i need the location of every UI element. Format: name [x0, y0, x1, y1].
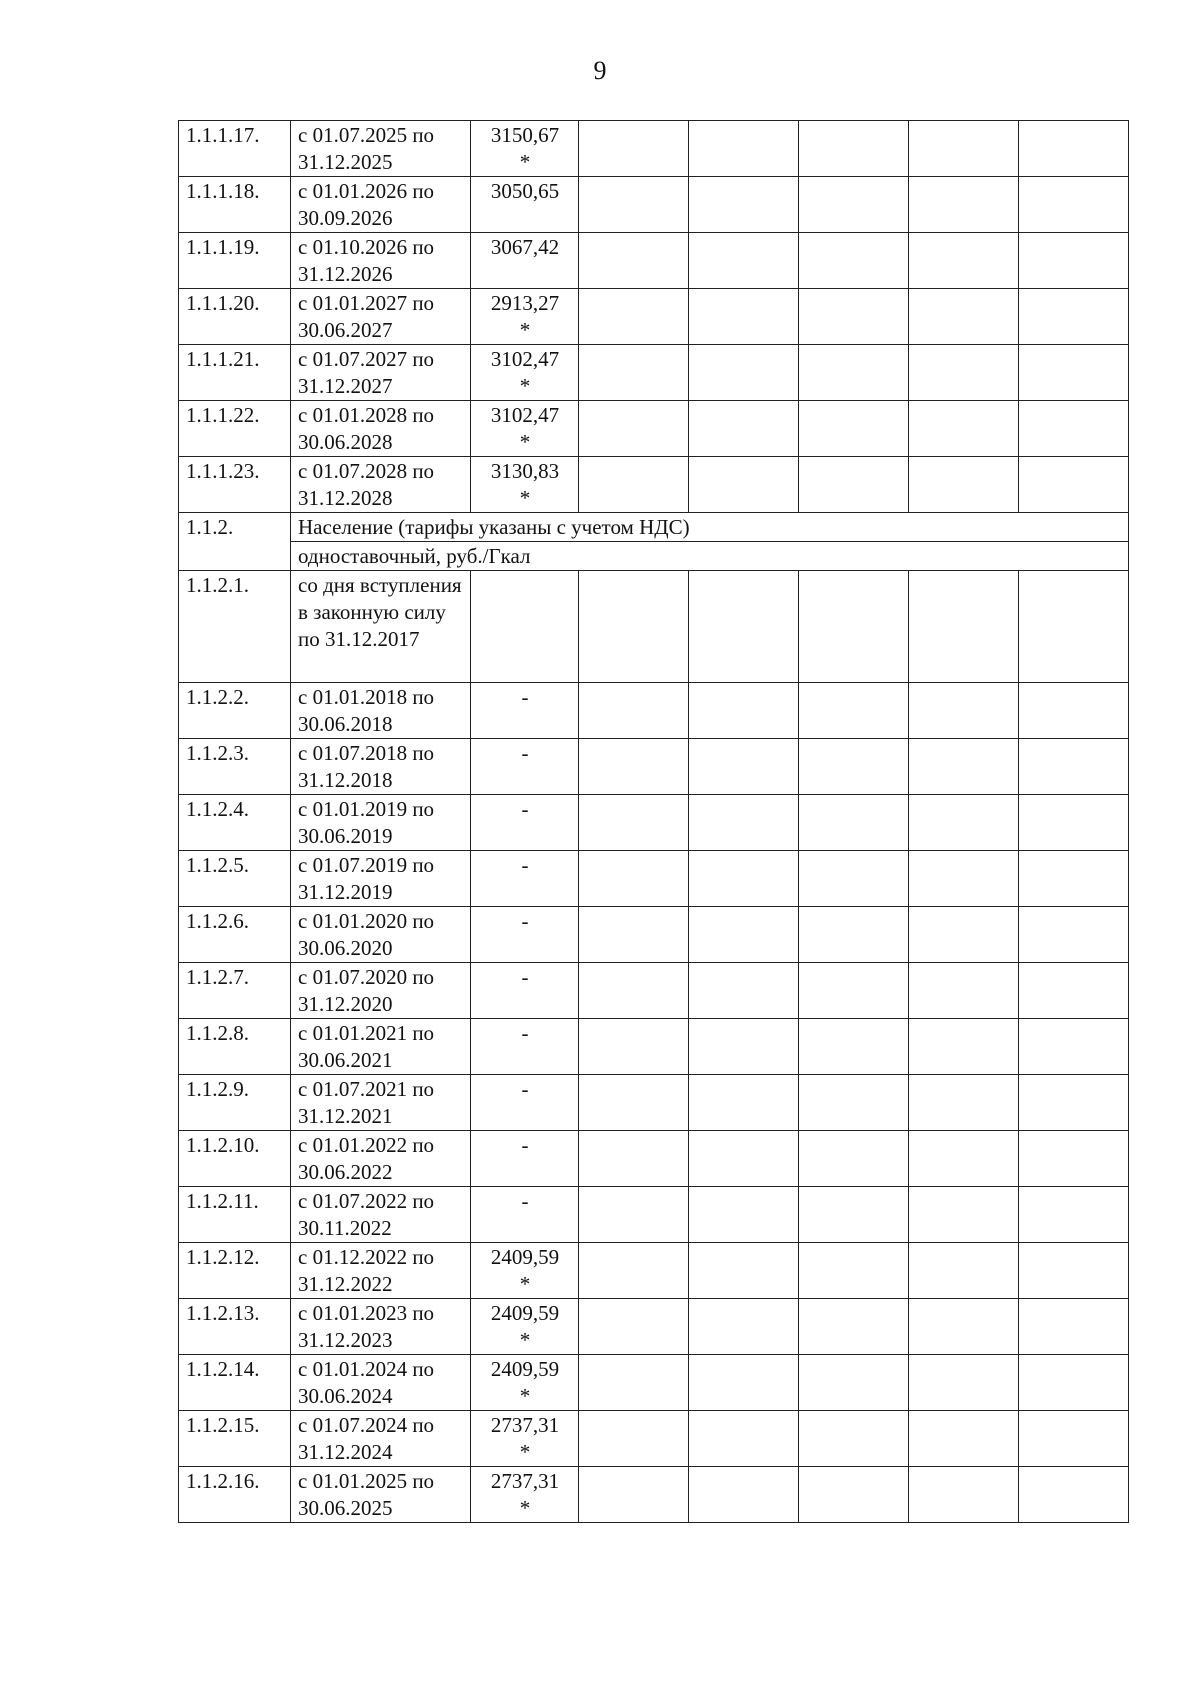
period-cell: с 01.01.2018 по 30.06.2018 [291, 683, 471, 739]
empty-cell [689, 1467, 799, 1523]
empty-cell [909, 345, 1019, 401]
period-cell: с 01.01.2020 по 30.06.2020 [291, 907, 471, 963]
period-cell: с 01.07.2024 по 31.12.2024 [291, 1411, 471, 1467]
tariff-value-cell [471, 1075, 579, 1131]
empty-cell [799, 907, 909, 963]
row-number: 1.1.1.23. [179, 457, 291, 513]
tariff-value: 3102,47 [490, 347, 560, 371]
row-number: 1.1.2.3. [179, 739, 291, 795]
empty-cell [689, 571, 799, 683]
table-row [179, 1019, 1129, 1075]
empty-cell [799, 1299, 909, 1355]
empty-cell [909, 795, 1019, 851]
period-cell: с 01.01.2028 по 30.06.2028 [291, 401, 471, 457]
empty-cell [909, 1019, 1019, 1075]
empty-cell [689, 851, 799, 907]
empty-cell [579, 401, 689, 457]
empty-cell [579, 121, 689, 177]
empty-cell [1019, 177, 1129, 233]
tariff-value: 2409,59 [490, 1357, 560, 1381]
empty-cell [799, 795, 909, 851]
section-subtitle-row [179, 542, 1129, 571]
table-row [179, 289, 1129, 345]
empty-cell [579, 289, 689, 345]
tariff-value-cell [471, 401, 579, 457]
empty-cell [579, 1187, 689, 1243]
empty-cell [1019, 907, 1129, 963]
tariff-footnote-mark: * [519, 1272, 531, 1296]
row-number: 1.1.2.12. [179, 1243, 291, 1299]
table-row [179, 963, 1129, 1019]
tariff-value-cell [471, 121, 579, 177]
row-number: 1.1.2.16. [179, 1467, 291, 1523]
tariff-value: - [521, 741, 529, 765]
row-number: 1.1.1.21. [179, 345, 291, 401]
row-number: 1.1.2.2. [179, 683, 291, 739]
tariff-value-cell [471, 233, 579, 289]
row-number: 1.1.1.18. [179, 177, 291, 233]
table-row [179, 851, 1129, 907]
empty-cell [909, 1411, 1019, 1467]
period-cell: с 01.01.2025 по 30.06.2025 [291, 1467, 471, 1523]
tariff-table [178, 120, 1129, 1523]
row-number: 1.1.2.10. [179, 1131, 291, 1187]
tariff-value-cell [471, 907, 579, 963]
tariff-value: 3102,47 [490, 403, 560, 427]
empty-cell [1019, 571, 1129, 683]
row-number: 1.1.2.13. [179, 1299, 291, 1355]
empty-cell [689, 177, 799, 233]
tariff-value-cell [471, 1019, 579, 1075]
period-cell: со дня вступления в законную силу по 31.12.2017 [291, 571, 471, 683]
tariff-value-cell [471, 1243, 579, 1299]
tariff-value-cell [471, 289, 579, 345]
row-number: 1.1.1.22. [179, 401, 291, 457]
empty-cell [1019, 457, 1129, 513]
empty-cell [799, 851, 909, 907]
tariff-value: - [521, 685, 529, 709]
tariff-footnote-mark: * [519, 1496, 531, 1520]
empty-cell [909, 851, 1019, 907]
empty-cell [909, 233, 1019, 289]
empty-cell [799, 1131, 909, 1187]
tariff-value: 3067,42 [490, 235, 560, 259]
tariff-value: 2737,31 [490, 1413, 560, 1437]
empty-cell [799, 1075, 909, 1131]
empty-cell [909, 121, 1019, 177]
tariff-value-cell [471, 795, 579, 851]
empty-cell [1019, 795, 1129, 851]
row-number: 1.1.2.14. [179, 1355, 291, 1411]
table-row [179, 683, 1129, 739]
empty-cell [1019, 739, 1129, 795]
period-cell: с 01.07.2027 по 31.12.2027 [291, 345, 471, 401]
tariff-footnote-mark: * [519, 150, 531, 174]
table-row [179, 121, 1129, 177]
period-cell: с 01.07.2025 по 31.12.2025 [291, 121, 471, 177]
empty-cell [909, 1075, 1019, 1131]
empty-cell [909, 683, 1019, 739]
period-cell: с 01.01.2027 по 30.06.2027 [291, 289, 471, 345]
empty-cell [1019, 1411, 1129, 1467]
empty-cell [1019, 683, 1129, 739]
tariff-value: - [521, 1077, 529, 1101]
empty-cell [689, 963, 799, 1019]
empty-cell [689, 1243, 799, 1299]
empty-cell [909, 1243, 1019, 1299]
period-cell: с 01.12.2022 по 31.12.2022 [291, 1243, 471, 1299]
tariff-value-cell [471, 851, 579, 907]
empty-cell [689, 401, 799, 457]
empty-cell [579, 739, 689, 795]
tariff-value: 2409,59 [490, 1301, 560, 1325]
empty-cell [579, 1131, 689, 1187]
period-cell: с 01.07.2020 по 31.12.2020 [291, 963, 471, 1019]
tariff-value-cell [471, 1187, 579, 1243]
empty-cell [1019, 1187, 1129, 1243]
section-header [179, 513, 1129, 571]
empty-cell [909, 1299, 1019, 1355]
table-row [179, 739, 1129, 795]
tariff-value-cell [471, 1355, 579, 1411]
tariff-footnote-mark: * [519, 430, 531, 454]
tariff-footnote-mark: * [519, 374, 531, 398]
empty-cell [799, 177, 909, 233]
table-row [179, 1075, 1129, 1131]
row-number: 1.1.2.6. [179, 907, 291, 963]
table-row [179, 177, 1129, 233]
table-row [179, 1131, 1129, 1187]
empty-cell [909, 963, 1019, 1019]
empty-cell [799, 571, 909, 683]
empty-cell [579, 1299, 689, 1355]
tariff-footnote-mark: * [519, 318, 531, 342]
empty-cell [909, 401, 1019, 457]
table-row [179, 1243, 1129, 1299]
empty-cell [689, 739, 799, 795]
row-number: 1.1.1.20. [179, 289, 291, 345]
empty-cell [579, 795, 689, 851]
tariff-value-cell [471, 571, 579, 683]
table-body-industrial [179, 121, 1129, 513]
period-cell: с 01.01.2022 по 30.06.2022 [291, 1131, 471, 1187]
empty-cell [799, 1019, 909, 1075]
empty-cell [799, 1411, 909, 1467]
empty-cell [579, 457, 689, 513]
row-number: 1.1.2.9. [179, 1075, 291, 1131]
tariff-value: - [521, 965, 529, 989]
empty-cell [1019, 1131, 1129, 1187]
row-number: 1.1.2.15. [179, 1411, 291, 1467]
empty-cell [909, 739, 1019, 795]
empty-cell [799, 1467, 909, 1523]
period-cell: с 01.10.2026 по 31.12.2026 [291, 233, 471, 289]
empty-cell [689, 1187, 799, 1243]
empty-cell [1019, 401, 1129, 457]
table-row [179, 1411, 1129, 1467]
period-cell: с 01.07.2019 по 31.12.2019 [291, 851, 471, 907]
empty-cell [799, 345, 909, 401]
tariff-value: - [521, 1189, 529, 1213]
empty-cell [689, 1355, 799, 1411]
period-cell: с 01.07.2021 по 31.12.2021 [291, 1075, 471, 1131]
row-number: 1.1.1.19. [179, 233, 291, 289]
empty-cell [689, 1299, 799, 1355]
empty-cell [909, 1131, 1019, 1187]
empty-cell [579, 233, 689, 289]
table-body-population [179, 571, 1129, 1523]
period-cell: с 01.01.2026 по 30.09.2026 [291, 177, 471, 233]
empty-cell [689, 457, 799, 513]
tariff-value: 2409,59 [490, 1245, 560, 1269]
tariff-footnote-mark: * [519, 1440, 531, 1464]
empty-cell [579, 177, 689, 233]
page-number: 9 [593, 56, 607, 85]
tariff-value-cell [471, 177, 579, 233]
tariff-value: - [521, 1133, 529, 1157]
empty-cell [909, 907, 1019, 963]
table-row [179, 233, 1129, 289]
empty-cell [799, 739, 909, 795]
row-number: 1.1.2.11. [179, 1187, 291, 1243]
empty-cell [1019, 1467, 1129, 1523]
empty-cell [909, 177, 1019, 233]
empty-cell [579, 571, 689, 683]
period-cell: с 01.01.2023 по 31.12.2023 [291, 1299, 471, 1355]
empty-cell [799, 963, 909, 1019]
tariff-value: 3130,83 [490, 459, 560, 483]
tariff-value-cell [471, 683, 579, 739]
empty-cell [909, 457, 1019, 513]
empty-cell [579, 907, 689, 963]
row-number: 1.1.2.8. [179, 1019, 291, 1075]
empty-cell [909, 1355, 1019, 1411]
row-number: 1.1.2.4. [179, 795, 291, 851]
empty-cell [579, 1243, 689, 1299]
empty-cell [799, 457, 909, 513]
tariff-footnote-mark: * [519, 1328, 531, 1352]
tariff-value: 2913,27 [490, 291, 560, 315]
period-cell: с 01.07.2018 по 31.12.2018 [291, 739, 471, 795]
empty-cell [579, 1355, 689, 1411]
section-title-row [179, 513, 1129, 542]
empty-cell [579, 1075, 689, 1131]
table-row [179, 401, 1129, 457]
tariff-value: - [521, 909, 529, 933]
period-cell: с 01.07.2028 по 31.12.2028 [291, 457, 471, 513]
section-number: 1.1.2. [179, 513, 291, 571]
empty-cell [1019, 1075, 1129, 1131]
tariff-value-cell [471, 963, 579, 1019]
period-cell: с 01.01.2019 по 30.06.2019 [291, 795, 471, 851]
empty-cell [799, 683, 909, 739]
empty-cell [579, 345, 689, 401]
empty-cell [799, 1187, 909, 1243]
tariff-value: 3150,67 [490, 123, 560, 147]
table-row [179, 1299, 1129, 1355]
empty-cell [909, 289, 1019, 345]
empty-cell [689, 1411, 799, 1467]
empty-cell [689, 121, 799, 177]
tariff-value: - [521, 1021, 529, 1045]
tariff-value: - [521, 797, 529, 821]
empty-cell [799, 121, 909, 177]
row-number: 1.1.1.17. [179, 121, 291, 177]
table-row [179, 457, 1129, 513]
tariff-value-cell [471, 1467, 579, 1523]
section-title: Население (тарифы указаны с учетом НДС) [291, 513, 1129, 542]
row-number: 1.1.2.1. [179, 571, 291, 683]
table-row [179, 1467, 1129, 1523]
tariff-value: - [521, 853, 529, 877]
empty-cell [909, 571, 1019, 683]
empty-cell [689, 1075, 799, 1131]
tariff-value: 2737,31 [490, 1469, 560, 1493]
empty-cell [1019, 345, 1129, 401]
empty-cell [579, 1411, 689, 1467]
empty-cell [1019, 1299, 1129, 1355]
row-number: 1.1.2.5. [179, 851, 291, 907]
tariff-footnote-mark: * [519, 486, 531, 510]
period-cell: с 01.01.2021 по 30.06.2021 [291, 1019, 471, 1075]
tariff-value-cell [471, 457, 579, 513]
row-number: 1.1.2.7. [179, 963, 291, 1019]
empty-cell [579, 1467, 689, 1523]
empty-cell [689, 289, 799, 345]
empty-cell [799, 401, 909, 457]
empty-cell [909, 1467, 1019, 1523]
empty-cell [1019, 1355, 1129, 1411]
empty-cell [1019, 851, 1129, 907]
period-cell: с 01.07.2022 по 30.11.2022 [291, 1187, 471, 1243]
period-cell: с 01.01.2024 по 30.06.2024 [291, 1355, 471, 1411]
tariff-value: 3050,65 [490, 179, 560, 203]
empty-cell [909, 1187, 1019, 1243]
empty-cell [1019, 121, 1129, 177]
empty-cell [689, 345, 799, 401]
empty-cell [1019, 1019, 1129, 1075]
empty-cell [1019, 963, 1129, 1019]
table-row [179, 345, 1129, 401]
tariff-value-cell [471, 739, 579, 795]
empty-cell [1019, 289, 1129, 345]
tariff-footnote-mark: * [519, 1384, 531, 1408]
empty-cell [689, 907, 799, 963]
empty-cell [799, 1243, 909, 1299]
table-row [179, 1355, 1129, 1411]
empty-cell [799, 289, 909, 345]
table-row [179, 1187, 1129, 1243]
empty-cell [579, 963, 689, 1019]
table-row [179, 795, 1129, 851]
empty-cell [579, 683, 689, 739]
empty-cell [579, 1019, 689, 1075]
tariff-value-cell [471, 1131, 579, 1187]
empty-cell [799, 1355, 909, 1411]
empty-cell [689, 683, 799, 739]
empty-cell [689, 795, 799, 851]
empty-cell [1019, 1243, 1129, 1299]
table-row [179, 907, 1129, 963]
section-subtitle: одноставочный, руб./Гкал [291, 542, 1129, 571]
empty-cell [1019, 233, 1129, 289]
tariff-value-cell [471, 1299, 579, 1355]
empty-cell [689, 1131, 799, 1187]
empty-cell [689, 233, 799, 289]
tariff-value-cell [471, 1411, 579, 1467]
empty-cell [799, 233, 909, 289]
table-row [179, 571, 1129, 683]
empty-cell [579, 851, 689, 907]
tariff-value-cell [471, 345, 579, 401]
empty-cell [689, 1019, 799, 1075]
